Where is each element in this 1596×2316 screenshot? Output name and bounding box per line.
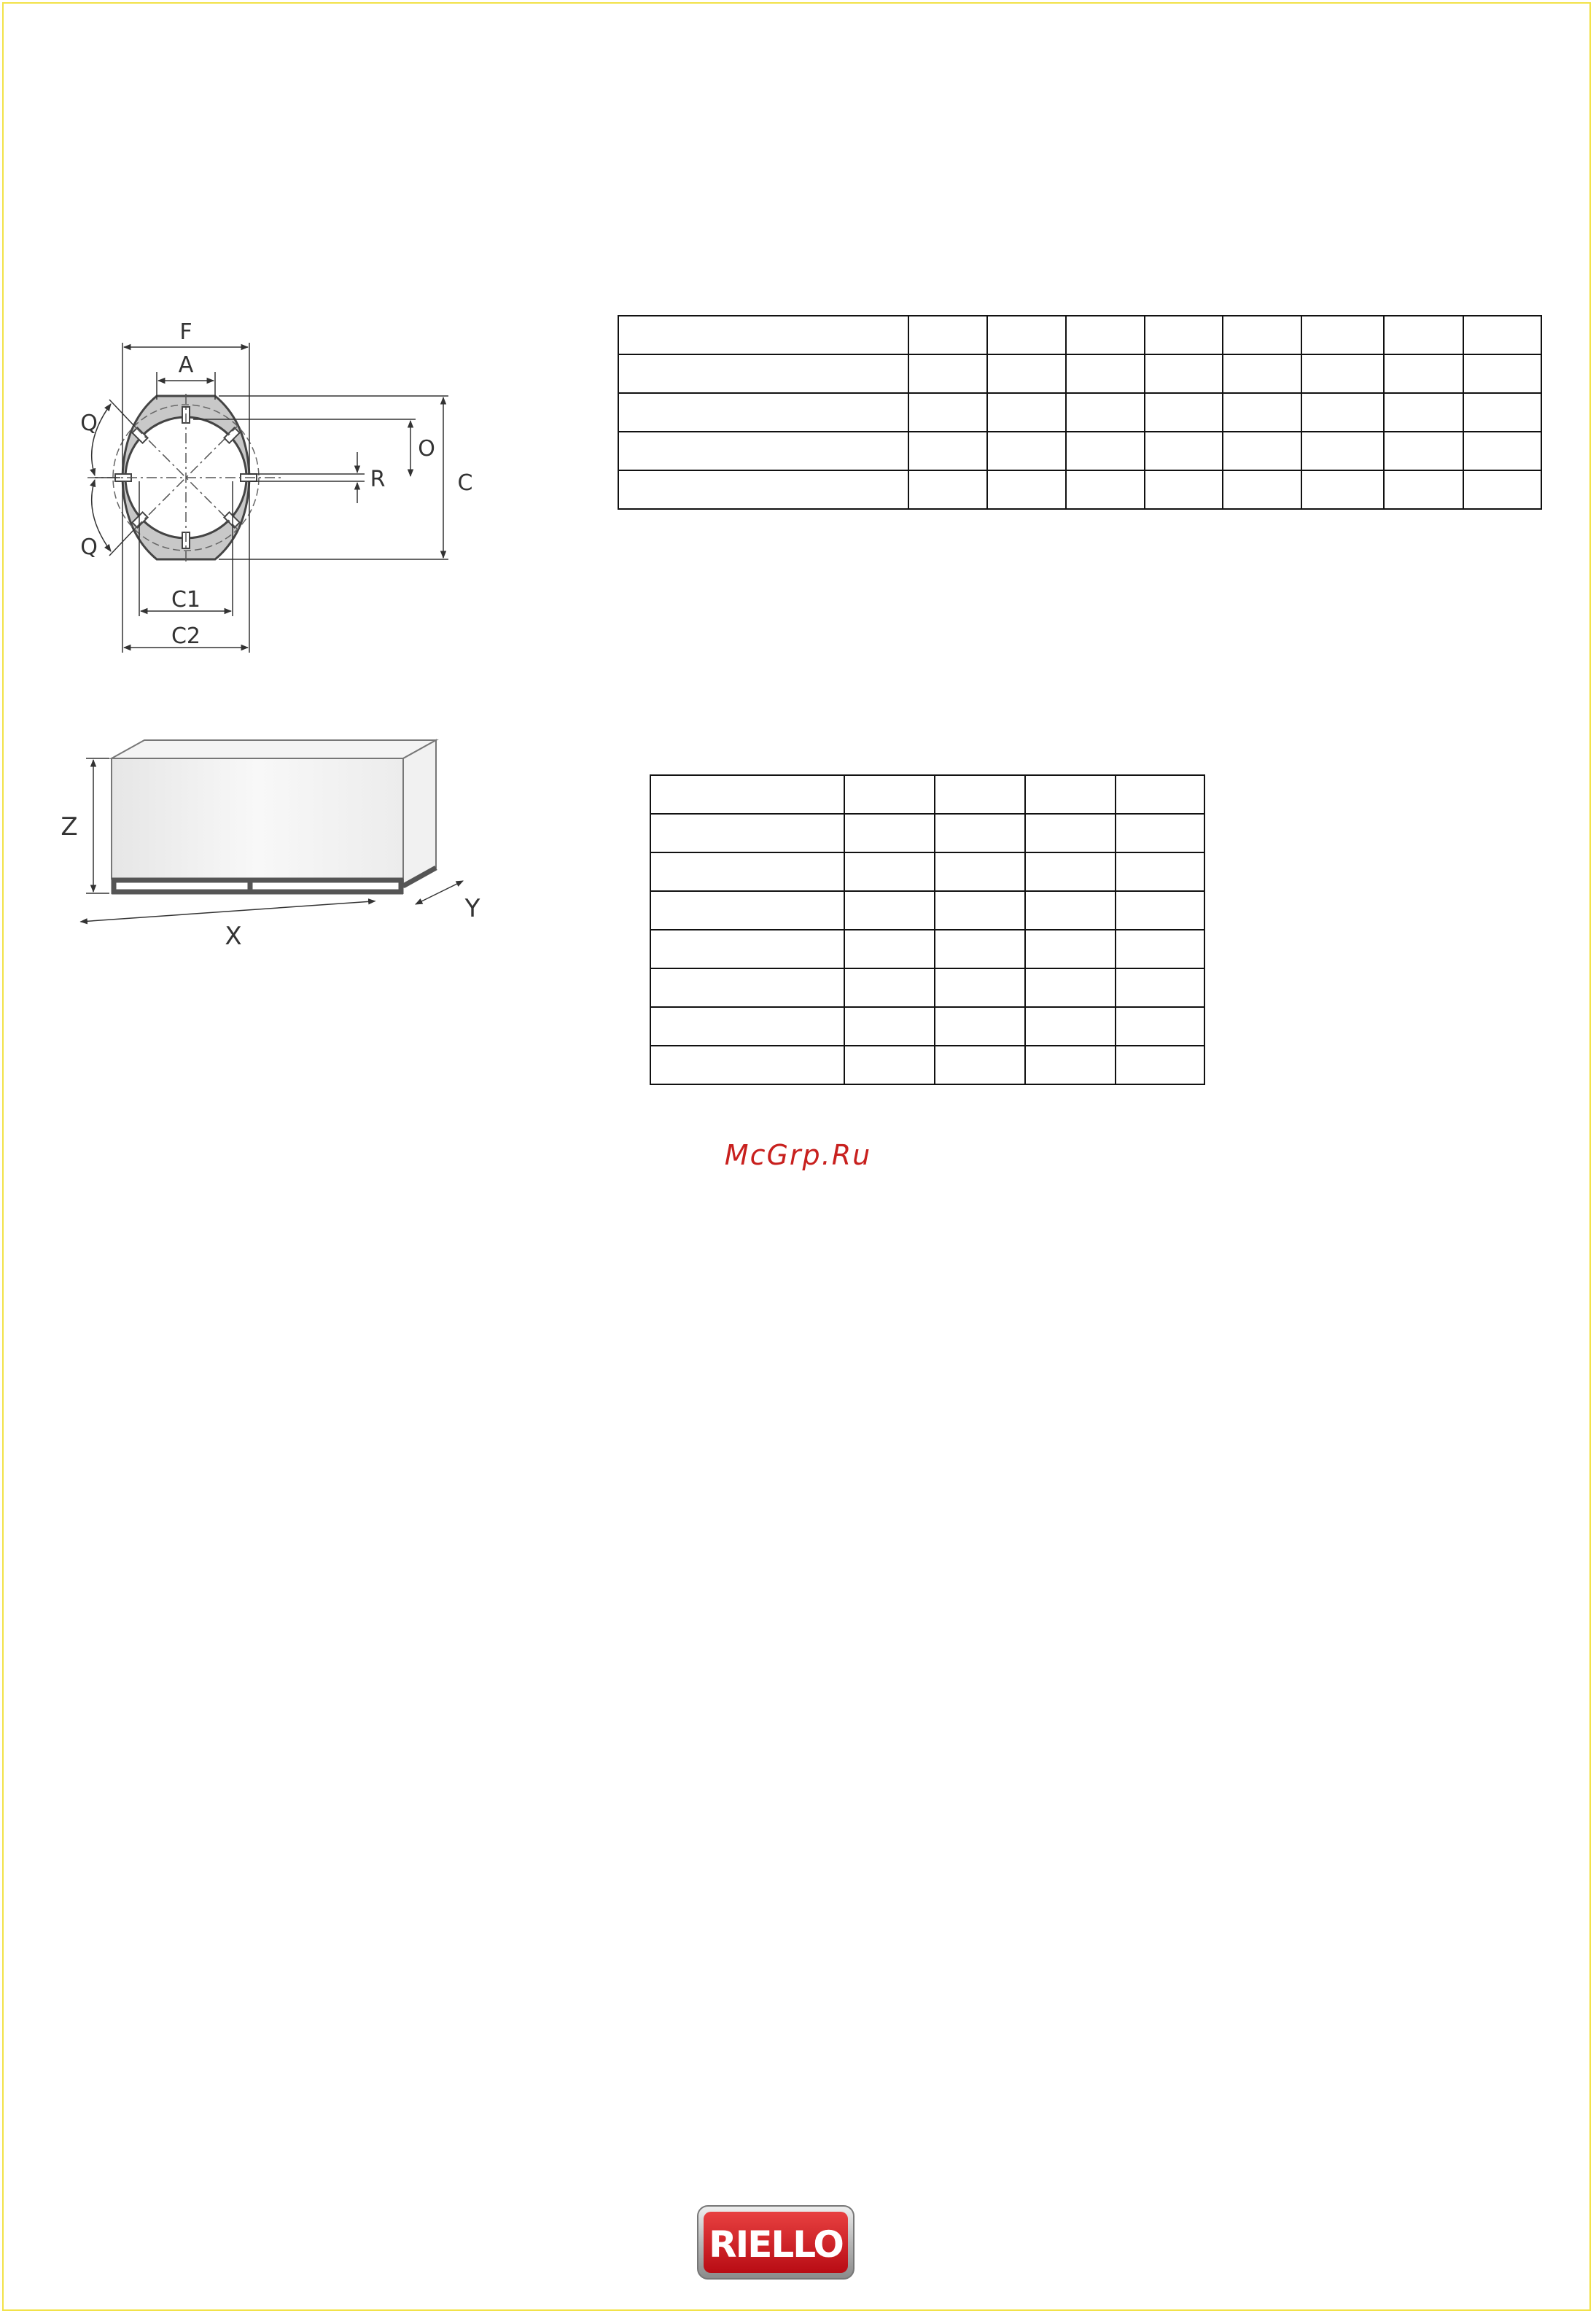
table-cell (1384, 393, 1463, 432)
table-cell (1025, 852, 1116, 891)
box-front (112, 758, 403, 879)
table-cell (935, 814, 1025, 852)
table-cell (1025, 814, 1116, 852)
table-cell (1223, 354, 1301, 393)
table-cell (844, 930, 935, 968)
svg-text:RIELLO: RIELLO (709, 2223, 843, 2266)
table-cell (1463, 393, 1541, 432)
table-cell (1116, 852, 1204, 891)
table-cell (650, 930, 844, 968)
table-cell (1463, 432, 1541, 470)
table-cell (1145, 432, 1223, 470)
table-cell (1145, 316, 1223, 354)
label-A: A (178, 352, 194, 378)
table-cell (844, 814, 935, 852)
label-O: O (418, 436, 435, 462)
table-cell (650, 1007, 844, 1046)
table-cell (1384, 432, 1463, 470)
table-cell (618, 316, 908, 354)
table-cell (1116, 891, 1204, 930)
table-cell (1025, 930, 1116, 968)
table-cell (844, 852, 935, 891)
table-cell (844, 968, 935, 1007)
table-cell (1463, 470, 1541, 509)
label-Y: Y (464, 894, 480, 923)
table-cell (935, 968, 1025, 1007)
table-cell (935, 1007, 1025, 1046)
dimensions-table (618, 315, 1542, 510)
table-row (650, 891, 1204, 930)
table-cell (844, 1007, 935, 1046)
table-cell (1145, 393, 1223, 432)
table-row (650, 968, 1204, 1007)
table-cell (618, 393, 908, 432)
table-cell (650, 852, 844, 891)
table-row (618, 470, 1541, 509)
table-cell (987, 470, 1066, 509)
watermark: McGrp.Ru (724, 1139, 872, 1171)
table-cell (935, 891, 1025, 930)
table-cell (1066, 393, 1145, 432)
table-cell (987, 354, 1066, 393)
table-cell (1145, 470, 1223, 509)
table-cell (844, 891, 935, 930)
table-cell (844, 1046, 935, 1084)
table-cell (1223, 470, 1301, 509)
label-Z: Z (61, 812, 78, 842)
table-cell (650, 968, 844, 1007)
table-row (650, 814, 1204, 852)
table-cell (1116, 1046, 1204, 1084)
table-cell (1066, 432, 1145, 470)
table-row (618, 393, 1541, 432)
table-cell (650, 775, 844, 814)
table-cell (1025, 1007, 1116, 1046)
table-row (650, 852, 1204, 891)
table-cell (908, 432, 987, 470)
label-C2: C2 (171, 623, 201, 649)
label-R: R (370, 467, 386, 492)
table-row (650, 930, 1204, 968)
table-cell (650, 1046, 844, 1084)
table-cell (1463, 354, 1541, 393)
table-cell (987, 316, 1066, 354)
table-cell (1116, 775, 1204, 814)
table-cell (1116, 1007, 1204, 1046)
box-top (112, 740, 436, 758)
label-X: X (225, 922, 242, 951)
table-cell (908, 316, 987, 354)
table-cell (1301, 354, 1384, 393)
table-cell (1301, 470, 1384, 509)
table-cell (618, 432, 908, 470)
table-cell (1384, 316, 1463, 354)
table-cell (1301, 393, 1384, 432)
flange-drawing (66, 314, 503, 664)
table-row (650, 1007, 1204, 1046)
table-cell (618, 354, 908, 393)
label-C: C (457, 470, 473, 496)
table-cell (1463, 316, 1541, 354)
table-cell (1223, 432, 1301, 470)
label-Q-top: Q (80, 411, 98, 436)
table-cell (908, 470, 987, 509)
table-cell (935, 930, 1025, 968)
table-cell (935, 775, 1025, 814)
packaging-table (650, 774, 1205, 1085)
table-cell (1223, 393, 1301, 432)
label-F: F (179, 319, 192, 345)
table-row (618, 316, 1541, 354)
table-row (650, 775, 1204, 814)
packaging-drawing (51, 726, 503, 966)
table-cell (618, 470, 908, 509)
table-cell (1384, 470, 1463, 509)
table-cell (650, 814, 844, 852)
table-cell (650, 891, 844, 930)
table-cell (1301, 432, 1384, 470)
table-cell (1301, 316, 1384, 354)
table-cell (987, 393, 1066, 432)
table-cell (935, 1046, 1025, 1084)
table-cell (1116, 968, 1204, 1007)
table-cell (908, 354, 987, 393)
table-cell (1066, 354, 1145, 393)
table-cell (1066, 470, 1145, 509)
label-C1: C1 (171, 587, 201, 613)
table-row (618, 432, 1541, 470)
table-cell (1223, 316, 1301, 354)
table-cell (1116, 814, 1204, 852)
table-cell (844, 775, 935, 814)
table-row (650, 1046, 1204, 1084)
label-Q-bottom: Q (80, 535, 98, 560)
table-cell (1384, 354, 1463, 393)
table-cell (1025, 1046, 1116, 1084)
table-cell (1145, 354, 1223, 393)
table-cell (1116, 930, 1204, 968)
table-cell (1025, 968, 1116, 1007)
table-cell (987, 432, 1066, 470)
table-cell (908, 393, 987, 432)
table-cell (1025, 891, 1116, 930)
table-cell (1066, 316, 1145, 354)
box-side (403, 740, 436, 887)
table-cell (1025, 775, 1116, 814)
table-row (618, 354, 1541, 393)
riello-logo (696, 2204, 855, 2280)
table-cell (935, 852, 1025, 891)
